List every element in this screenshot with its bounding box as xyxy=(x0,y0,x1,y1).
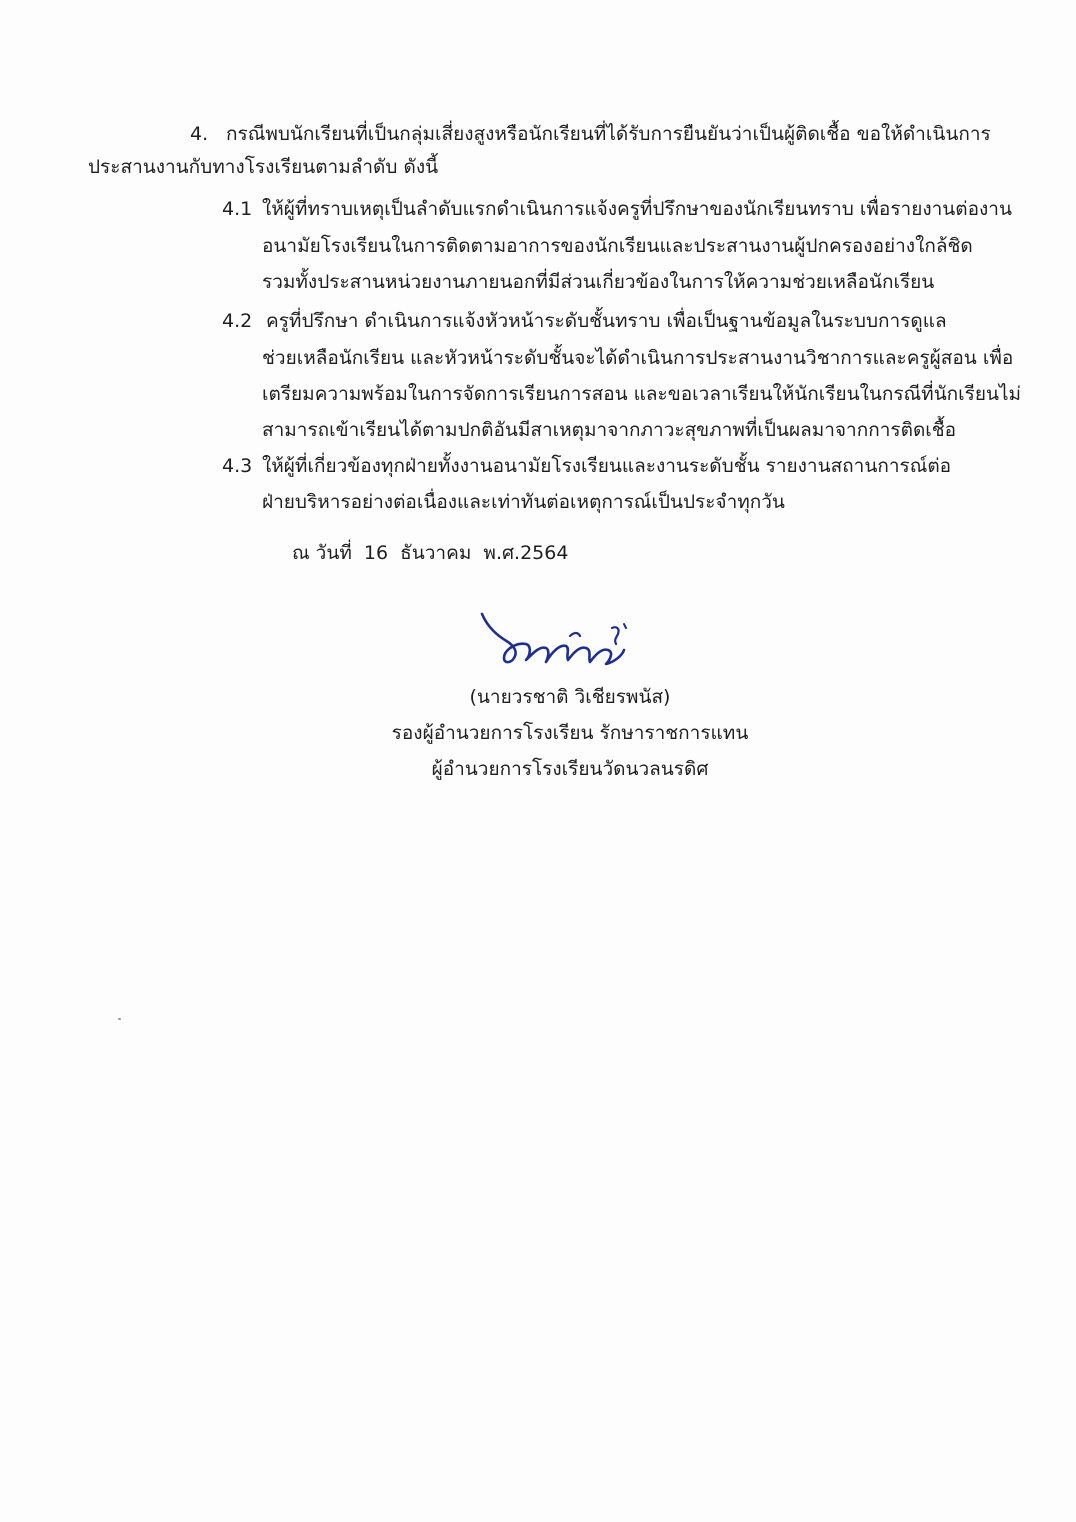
signatory-position-1: รองผู้อำนวยการโรงเรียน รักษาราชการแทน xyxy=(391,722,749,744)
item-4-1-text-line-1: ให้ผู้ที่ทราบเหตุเป็นลำดับแรกดำเนินการแจ้งครูที่ปรึกษาของนักเรียนทราบ เพื่อรายงานต่องาน xyxy=(262,198,1012,220)
signatory-position-2: ผู้อำนวยการโรงเรียนวัดนวลนรดิศ xyxy=(431,758,709,780)
item-4-1-line-3: รวมทั้งประสานหน่วยงานภายนอกที่มีส่วนเกี่ยวข้องในการให้ความช่วยเหลือนักเรียน xyxy=(262,271,935,293)
item-4-1-line-1 xyxy=(222,196,1012,222)
item-4-2-line-2: ช่วยเหลือนักเรียน และหัวหน้าระดับชั้นจะได้ดำเนินการประสานงานวิชาการและครูผู้สอน เพื่อ xyxy=(262,347,1014,369)
item-4-2-text-line-1: ครูที่ปรึกษา ดำเนินการแจ้งหัวหน้าระดับชั้นทราบ เพื่อเป็นฐานข้อมูลในระบบการดูแล xyxy=(266,310,947,332)
item-4-3-line-2: ฝ่ายบริหารอย่างต่อเนื่องและเท่าทันต่อเหตุการณ์เป็นประจำทุกวัน xyxy=(262,491,785,513)
item-4-3-line-1 xyxy=(222,453,951,479)
item-4-3-number: 4.3 xyxy=(222,455,253,477)
item-4-line-2: ประสานงานกับทางโรงเรียนตามลำดับ ดังนี้ xyxy=(88,156,439,178)
item-4-3-text-line-1: ให้ผู้ที่เกี่ยวข้องทุกฝ่ายทั้งงานอนามัยโรงเรียนและงานระดับชั้น รายงานสถานการณ์ต่อ xyxy=(262,455,952,477)
handwritten-signature xyxy=(474,606,644,678)
item-4-2-number: 4.2 xyxy=(222,310,253,332)
item-4-1-line-2: อนามัยโรงเรียนในการติดตามอาการของนักเรียนและประสานงานผู้ปกครองอย่างใกล้ชิด xyxy=(262,235,973,257)
item-4-2-line-3: เตรียมความพร้อมในการจัดการเรียนการสอน และขอเวลาเรียนให้นักเรียนในกรณีที่นักเรียนไม่ xyxy=(262,383,1022,405)
item-4-2-line-1 xyxy=(222,308,947,334)
item-4-text-line-1: กรณีพบนักเรียนที่เป็นกลุ่มเสี่ยงสูงหรือนักเรียนที่ได้รับการยืนยันว่าเป็นผู้ติดเชื้อ ขอให้ดำเนินการ xyxy=(226,123,991,145)
item-4-1-number: 4.1 xyxy=(222,198,253,220)
item-4-2-line-4: สามารถเข้าเรียนได้ตามปกติอันมีสาเหตุมาจากภาวะสุขภาพที่เป็นผลมาจากการติดเชื้อ xyxy=(262,419,957,441)
item-4-number: 4. xyxy=(190,123,209,145)
item-4-line-1 xyxy=(190,121,991,147)
date-line: ณ วันที่ 16 ธันวาคม พ.ศ.2564 xyxy=(292,542,569,564)
signatory-name: (นายวรชาติ วิเชียรพนัส) xyxy=(469,686,671,708)
scan-speck xyxy=(118,1018,121,1020)
